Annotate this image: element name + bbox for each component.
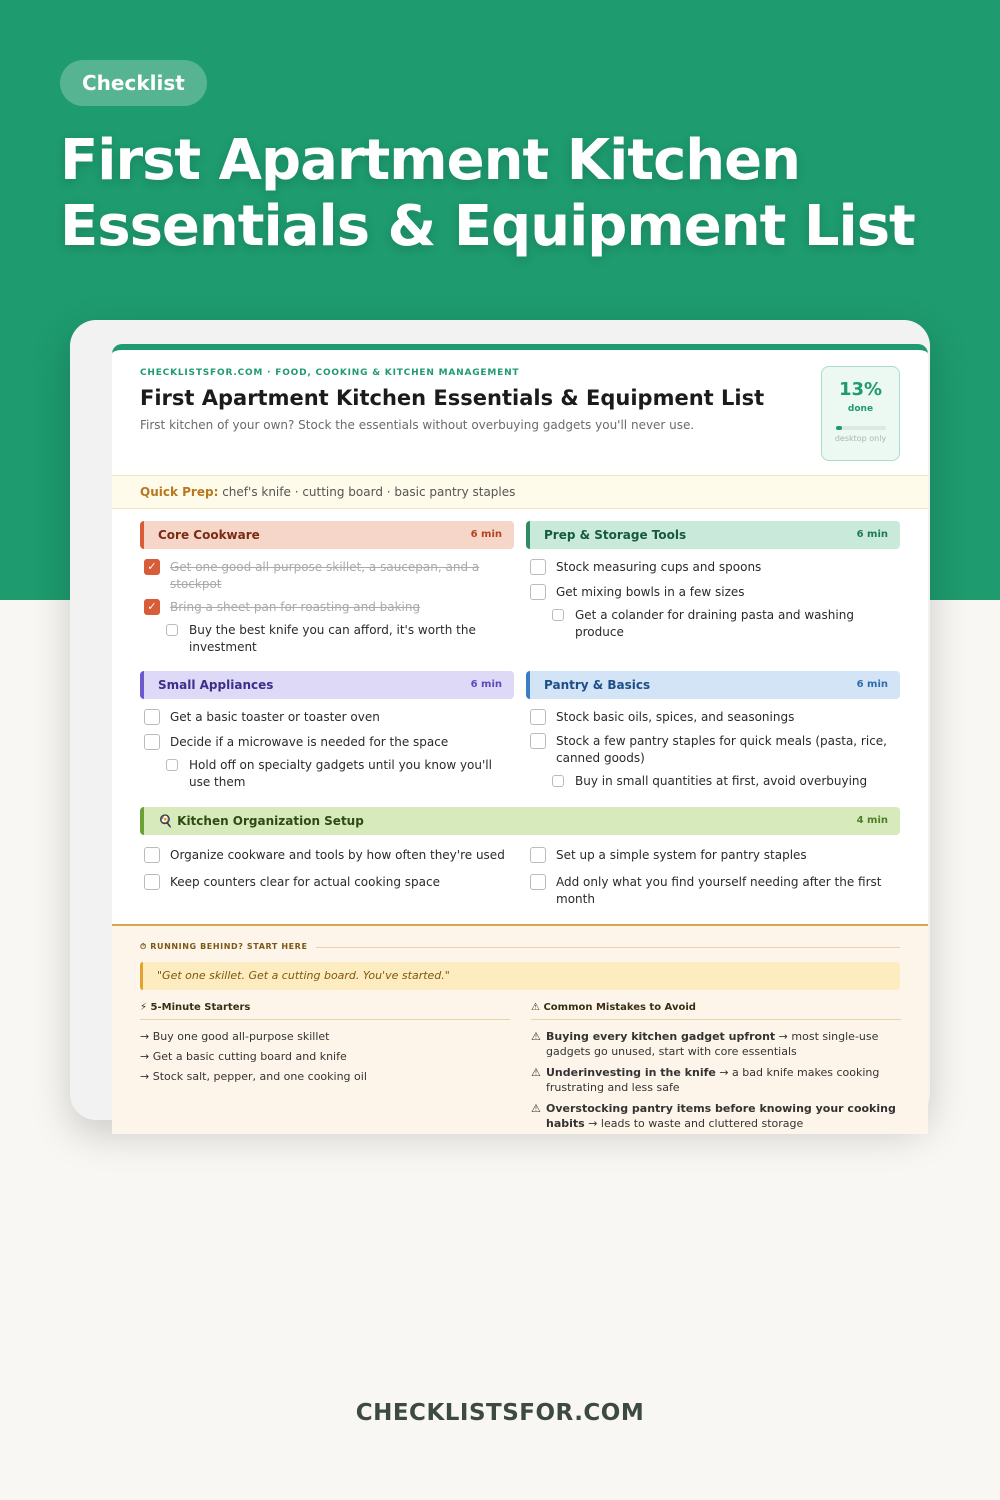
warning-icon: ⚠	[531, 1102, 541, 1115]
section-title: Prep & Storage Tools	[544, 528, 687, 542]
section-time: 6 min	[470, 529, 502, 540]
item-label: Bring a sheet pan for roasting and baking	[170, 600, 421, 614]
quick-prep-label: Quick Prep:	[140, 485, 219, 499]
item-label: Get mixing bowls in a few sizes	[556, 585, 745, 599]
quick-prep-text: chef's knife · cutting board · basic pantry staples	[222, 485, 516, 499]
warning-icon: ⚠	[531, 1030, 541, 1043]
mistakes-column	[531, 1002, 901, 1131]
checklist-subitem[interactable]	[526, 773, 900, 790]
checklist-subitem[interactable]	[140, 757, 514, 791]
checklist-item[interactable]	[526, 847, 900, 864]
item-label: Stock measuring cups and spoons	[556, 560, 762, 574]
section-header	[140, 671, 514, 699]
section-title-wrap	[158, 814, 364, 828]
item-label: Decide if a microwave is needed for the space	[170, 735, 449, 749]
document-source: CHECKLISTSFOR.COM · FOOD, COOKING & KITCHEN MANAGEMENT	[140, 368, 520, 378]
item-label: Get a colander for draining pasta and washing produce	[575, 608, 854, 639]
checklist-item[interactable]	[526, 709, 900, 726]
section-title: Pantry & Basics	[544, 678, 651, 692]
section-time: 6 min	[470, 679, 502, 690]
item-label: Hold off on specialty gadgets until you know you'll use them	[189, 758, 492, 789]
section-title: Kitchen Organization Setup	[177, 814, 364, 828]
progress-note: desktop only	[834, 434, 887, 443]
checklist-subitem[interactable]	[526, 607, 900, 641]
item-label: Keep counters clear for actual cooking space	[170, 875, 441, 889]
item-label: Organize cookware and tools by how often they're used	[170, 848, 505, 862]
progress-bar	[836, 426, 886, 430]
footer-site-name[interactable]: CHECKLISTSFOR.COM	[355, 1400, 645, 1426]
checklist-item[interactable]	[140, 559, 514, 593]
checkbox-icon[interactable]	[530, 709, 546, 725]
starter-item: → Stock salt, pepper, and one cooking oil	[140, 1070, 367, 1083]
item-label: Buy in small quantities at first, avoid overbuying	[575, 774, 868, 788]
starter-item: → Get a basic cutting board and knife	[140, 1050, 347, 1063]
progress-card	[821, 366, 900, 461]
checkbox-icon[interactable]	[144, 709, 160, 725]
section-prep-storage	[526, 521, 900, 641]
starters-title: ⚡ 5-Minute Starters	[140, 1002, 510, 1020]
running-behind-title: ⏱ RUNNING BEHIND? START HERE	[140, 942, 900, 952]
section-core-cookware	[140, 521, 514, 656]
checkbox-icon[interactable]	[530, 733, 546, 749]
checkbox-icon[interactable]	[530, 584, 546, 600]
progress-label: done	[847, 404, 874, 414]
checklist-document	[112, 344, 928, 1130]
checklist-item[interactable]	[526, 733, 900, 767]
section-header	[526, 671, 900, 699]
checkbox-checked-icon[interactable]: ✓	[144, 599, 160, 615]
progress-bar-fill	[836, 426, 843, 430]
item-label: Stock a few pantry staples for quick meals (pasta, rice, canned goods)	[556, 734, 887, 765]
section-time: 4 min	[856, 815, 888, 826]
checkbox-icon[interactable]	[530, 847, 546, 863]
checklist-item[interactable]	[140, 847, 510, 864]
hero-title: First Apartment Kitchen Essentials & Equipment List	[60, 128, 915, 259]
running-behind-panel	[112, 924, 928, 1134]
preview-frame	[70, 320, 930, 1130]
checklist-subitem[interactable]	[140, 622, 514, 656]
checklist-item[interactable]	[526, 559, 900, 576]
mistake-bold: Buying every kitchen gadget upfront	[546, 1030, 776, 1043]
checkbox-icon[interactable]	[144, 847, 160, 863]
section-pantry-basics	[526, 671, 900, 790]
section-time: 6 min	[856, 529, 888, 540]
checkbox-icon[interactable]	[166, 624, 178, 636]
item-label: Buy the best knife you can afford, it's worth the investment	[189, 623, 476, 654]
item-label: Set up a simple system for pantry staples	[556, 848, 807, 862]
checkbox-icon[interactable]	[144, 734, 160, 750]
mistake-item	[531, 1029, 901, 1059]
checklist-item[interactable]	[140, 734, 514, 751]
checklist-item[interactable]	[526, 584, 900, 601]
checkbox-checked-icon[interactable]: ✓	[144, 559, 160, 575]
section-header	[526, 521, 900, 549]
item-label: Stock basic oils, spices, and seasonings	[556, 710, 795, 724]
progress-percent: 13%	[838, 379, 883, 400]
section-time: 6 min	[856, 679, 888, 690]
skillet-icon: 🍳	[158, 814, 173, 828]
checklist-item[interactable]	[140, 599, 514, 616]
section-title: Small Appliances	[158, 678, 274, 692]
mistakes-title: ⚠ Common Mistakes to Avoid	[531, 1002, 901, 1020]
document-header	[112, 350, 928, 475]
section-title: Core Cookware	[158, 528, 260, 542]
warning-icon: ⚠	[531, 1066, 541, 1079]
mistake-item	[531, 1101, 901, 1131]
checkbox-icon[interactable]	[552, 775, 564, 787]
checkbox-icon[interactable]	[552, 609, 564, 621]
mistake-bold: Overstocking pantry items before knowing your cooking habits	[546, 1102, 896, 1130]
item-label: Get a basic toaster or toaster oven	[170, 710, 380, 724]
mistake-item	[531, 1065, 901, 1095]
document-subtitle: First kitchen of your own? Stock the essentials without overbuying gadgets you'll never use.	[140, 418, 695, 432]
document-title: First Apartment Kitchen Essentials & Equipment List	[140, 386, 765, 410]
quick-prep-bar	[112, 475, 928, 509]
mistake-text: → leads to waste and cluttered storage	[584, 1117, 804, 1130]
item-label: Get one good all-purpose skillet, a saucepan, and a stockpot	[170, 560, 480, 591]
section-small-appliances	[140, 671, 514, 791]
starter-item: → Buy one good all-purpose skillet	[140, 1030, 330, 1043]
checklist-item[interactable]	[140, 709, 514, 726]
checkbox-icon[interactable]	[144, 874, 160, 890]
section-header	[140, 807, 900, 835]
checkbox-icon[interactable]	[530, 874, 546, 890]
mistake-bold: Underinvesting in the knife	[546, 1066, 716, 1079]
mistake-text: → most single-use gadgets go unused, start with core essentials	[546, 1030, 879, 1058]
motivation-quote: "Get one skillet. Get a cutting board. You've started."	[140, 962, 900, 990]
checkbox-icon[interactable]	[530, 559, 546, 575]
starters-column	[140, 1002, 510, 1084]
checklist-item[interactable]	[140, 874, 510, 891]
checklist-item[interactable]	[526, 874, 900, 908]
mistake-text: → a bad knife makes cooking frustrating and less safe	[546, 1066, 880, 1094]
section-header	[140, 521, 514, 549]
section-kitchen-organization	[140, 807, 900, 915]
checkbox-icon[interactable]	[166, 759, 178, 771]
item-label: Add only what you find yourself needing after the first month	[556, 875, 882, 906]
category-pill: Checklist	[60, 60, 207, 106]
